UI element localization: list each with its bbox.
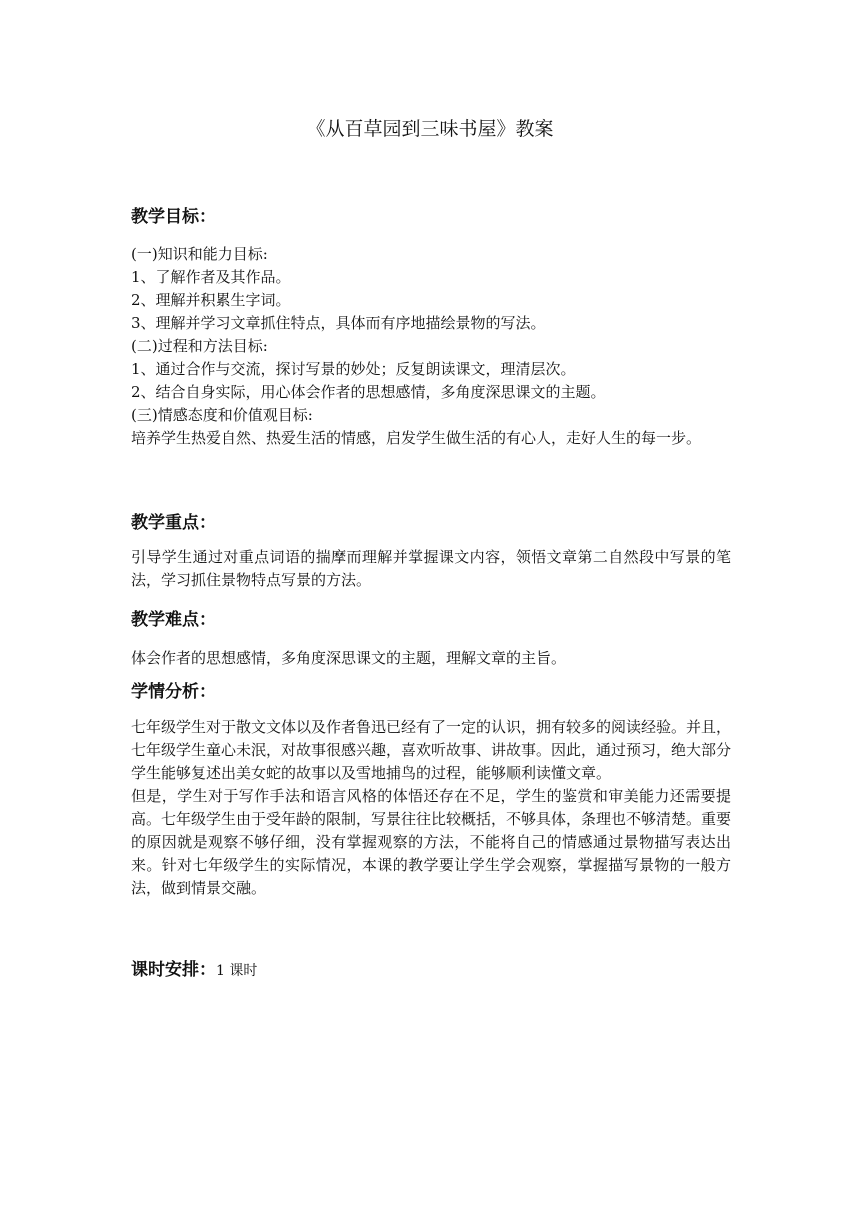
key-points-heading: 教学重点： (131, 513, 216, 533)
difficulties-heading: 教学难点： (131, 610, 216, 630)
document-title: 《从百草园到三味书屋》教案 (306, 118, 554, 140)
analysis-heading: 学情分析： (131, 682, 216, 702)
objectives-line: 2、理解并积累生字词。 (131, 291, 291, 309)
objectives-line: 1、通过合作与交流，探讨写景的妙处；反复朗读课文，理清层次。 (131, 360, 576, 378)
analysis-body (131, 716, 731, 900)
objectives-line: 2、结合自身实际，用心体会作者的思想感情，多角度深思课文的主题。 (131, 383, 606, 401)
analysis-paragraph: 但是，学生对于写作手法和语言风格的体悟还存在不足，学生的鉴赏和审美能力还需要提高。七年级学生由于受年龄的限制，写景往往比较概括，不够具体，条理也不够清楚。重要的原因就是观察不够仔细，没有掌握观察的方法，不能将自己的情感通过景物描写表达出来。针对七年级学生的实际情况，本课的教学要让学生学会观察，掌握描写景物的一般方法，做到情景交融。 (131, 787, 732, 897)
objectives-line: (二)过程和方法目标: (131, 337, 268, 355)
objectives-line: 1、了解作者及其作品。 (131, 268, 291, 286)
schedule-row (131, 958, 257, 983)
objectives-line: 培养学生热爱自然、热爱生活的情感，启发学生做生活的有心人，走好人生的每一步。 (131, 429, 702, 447)
difficulties-text: 体会作者的思想感情，多角度深思课文的主题，理解文章的主旨。 (131, 649, 567, 667)
analysis-paragraph: 七年级学生对于散文文体以及作者鲁迅已经有了一定的认识，拥有较多的阅读经验。并且，七年级学生童心未泯，对故事很感兴趣，喜欢听故事、讲故事。因此，通过预习，绝大部分学生能够复述出美女蛇的故事以及雪地捕鸟的过程，能够顺利读懂文章。 (131, 718, 732, 782)
objectives-line: (一)知识和能力目标: (131, 245, 268, 263)
difficulties-body (131, 647, 731, 670)
schedule-value: 1 课时 (216, 963, 258, 979)
objectives-line: 3、理解并学习文章抓住特点，具体而有序地描绘景物的写法。 (131, 314, 546, 332)
schedule-heading: 课时安排： (131, 960, 216, 980)
key-points-body (131, 546, 731, 592)
objectives-body (131, 243, 731, 450)
key-points-text: 引导学生通过对重点词语的揣摩而理解并掌握课文内容，领悟文章第二自然段中写景的笔法，学习抓住景物特点写景的方法。 (131, 548, 731, 589)
objectives-line: (三)情感态度和价值观目标: (131, 406, 313, 424)
objectives-heading: 教学目标： (131, 207, 216, 227)
